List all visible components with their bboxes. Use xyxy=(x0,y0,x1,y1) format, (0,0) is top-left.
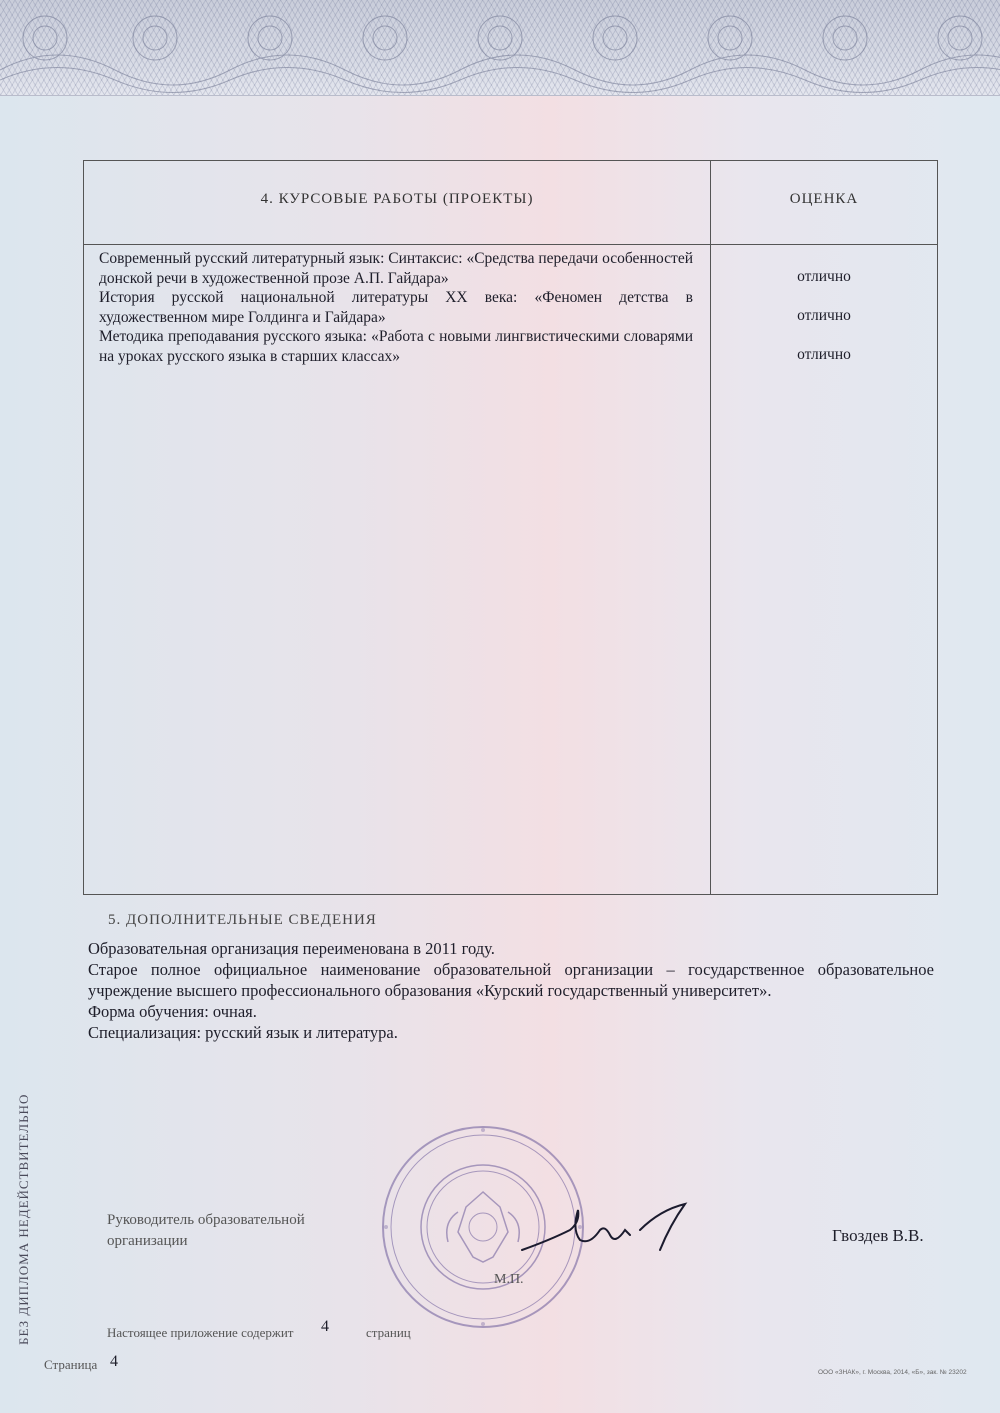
info-line: Образовательная организация переименована в 2011 году. xyxy=(88,939,495,958)
page-number: 4 xyxy=(110,1353,118,1370)
coursework-list xyxy=(99,249,693,366)
courseworks-title: 4. КУРСОВЫЕ РАБОТЫ (ПРОЕКТЫ) xyxy=(260,191,534,207)
pages-count-note: Настоящее приложение содержит xyxy=(107,1325,294,1340)
grade-column-header: ОЦЕНКА xyxy=(789,191,859,207)
printer-imprint: ООО «ЗНАК», г. Москва, 2014, «Б», зак. № 23202 xyxy=(818,1369,967,1376)
coursework-item: Методика преподавания русского языка: «Работа с новыми лингвистическими словарями на уроках русского языка в старших классах» xyxy=(99,328,693,365)
signer-name: Гвоздев В.В. xyxy=(832,1226,924,1245)
invalid-without-diploma-note: БЕЗ ДИПЛОМА НЕДЕЙСТВИТЕЛЬНО xyxy=(16,1093,31,1345)
coursework-grade: отлично xyxy=(797,307,851,324)
stamp-place-label: М.П. xyxy=(494,1272,524,1287)
courseworks-table xyxy=(83,160,938,895)
table-header-divider xyxy=(84,244,937,245)
coursework-grade: отлично xyxy=(797,268,851,285)
coursework-item: История русской национальной литературы XX века: «Феномен детства в художественном мире Голдинга и Гайдара» xyxy=(99,289,693,326)
head-of-organization-label: Руководитель образовательной организации xyxy=(107,1212,305,1249)
pages-word: страниц xyxy=(366,1325,411,1340)
coursework-grade: отлично xyxy=(797,346,851,363)
info-line: Специализация: русский язык и литература. xyxy=(88,1023,398,1042)
page-label: Страница xyxy=(44,1357,98,1372)
coursework-item: Современный русский литературный язык: Синтаксис: «Средства передачи особенностей донской речи в художественной прозе А.П. Гайдара» xyxy=(99,250,693,287)
additional-info-title: 5. ДОПОЛНИТЕЛЬНЫЕ СВЕДЕНИЯ xyxy=(108,912,377,928)
pages-count: 4 xyxy=(321,1318,329,1335)
info-line: Старое полное официальное наименование образовательной организации – государственное образовательное учреждение высшего профессионального образования «Курский государственный университет». xyxy=(88,960,934,1000)
signature xyxy=(520,1200,700,1265)
additional-info-text xyxy=(88,938,934,1043)
security-ornament-band xyxy=(0,0,1000,96)
info-line: Форма обучения: очная. xyxy=(88,1002,257,1021)
